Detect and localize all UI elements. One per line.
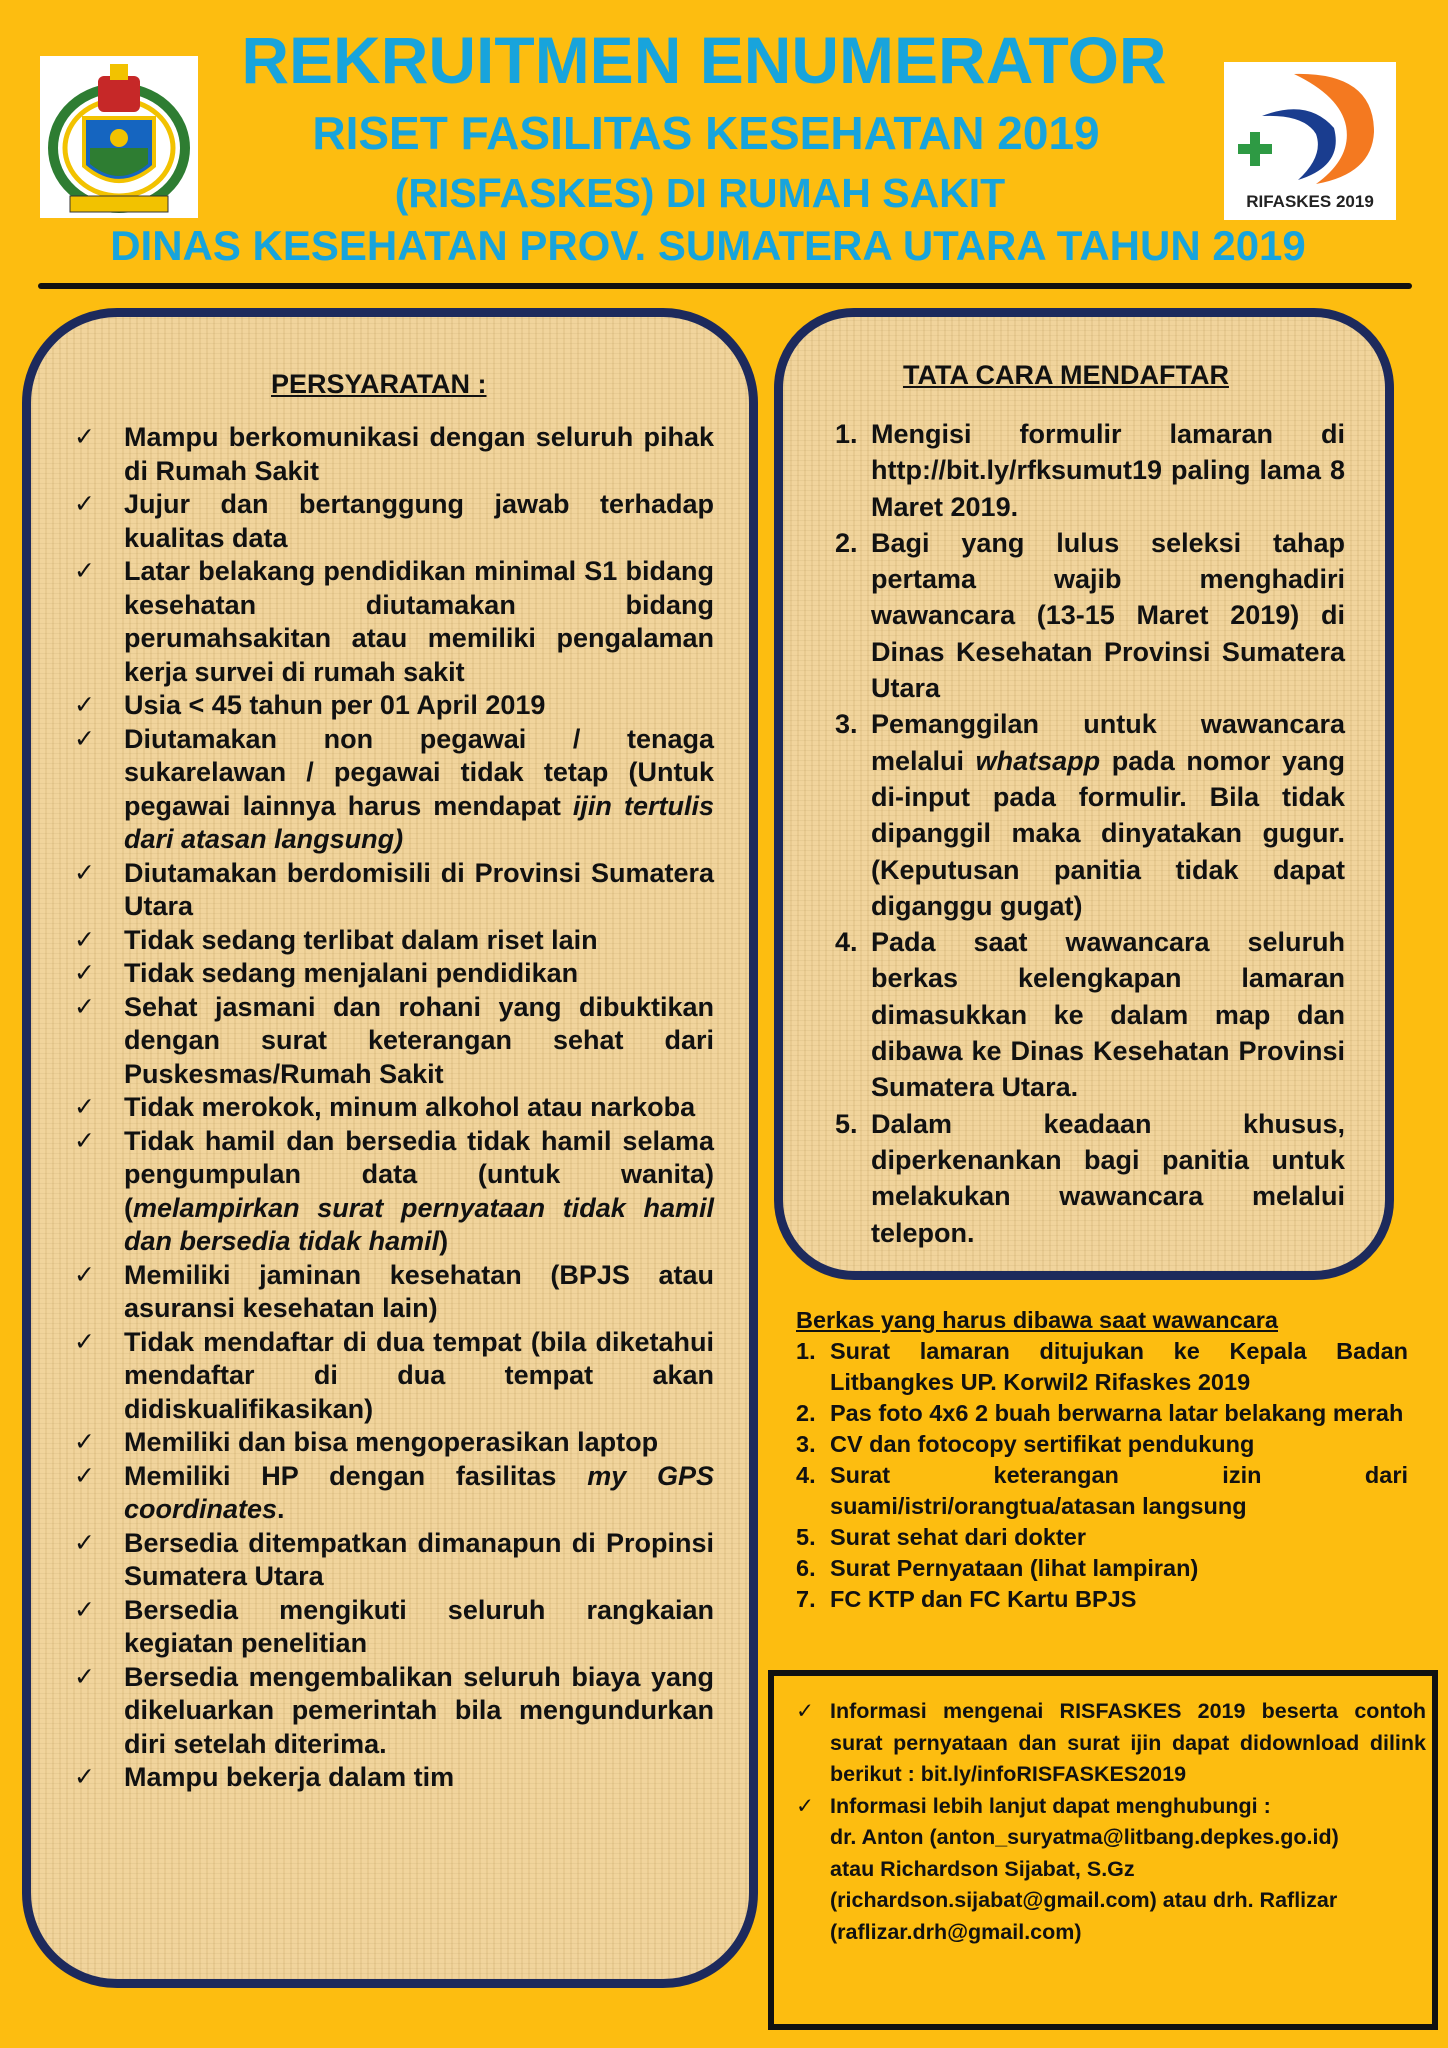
requirement-item [74, 1426, 714, 1460]
step-number: 3. [835, 709, 858, 740]
requirements-title: PERSYARATAN : [271, 369, 487, 399]
step-number: 2. [835, 527, 858, 558]
requirement-item [74, 1460, 714, 1527]
registration-step [835, 706, 1345, 924]
requirement-item [74, 689, 714, 723]
requirement-text: Mampu bekerja dalam tim [124, 1762, 455, 1792]
requirement-text: Memiliki jaminan kesehatan (BPJS atau asuransi kesehatan lain) [124, 1259, 714, 1323]
requirement-text: Usia < 45 tahun per 01 April 2019 [124, 690, 546, 720]
requirement-text: Mampu berkomunikasi dengan seluruh pihak di Rumah Sakit [124, 422, 714, 486]
step-text: Pemanggilan untuk wawancara melalui [871, 709, 1345, 776]
requirement-item [74, 1125, 714, 1259]
document-item [796, 1584, 1408, 1615]
requirement-text: Tidak merokok, minum alkohol atau narkoba [124, 1092, 696, 1122]
info-item-contact [796, 1791, 1426, 1949]
registration-step [835, 924, 1345, 1105]
subtitle-hospital: (RISFASKES) DI RUMAH SAKIT [394, 170, 1006, 216]
requirement-text: Diutamakan non pegawai / tenaga sukarelawan / pegawai tidak tetap (Untuk pegawai lainnya harus mendapat [124, 723, 714, 821]
requirement-item [74, 1091, 714, 1125]
check-icon: ✓ [796, 1699, 815, 1723]
check-icon: ✓ [796, 1793, 815, 1818]
requirement-emphasis: melampirkan surat pernyataan tidak hamil dan bersedia tidak hamil [124, 1192, 714, 1256]
step-text: Pada saat wawancara seluruh berkas kelengkapan lamaran dimasukkan ke dalam map dan dibawa ke Dinas Kesehatan Provinsi Sumatera Utara. [871, 927, 1345, 1103]
document-number: 2. [796, 1400, 816, 1426]
check-icon: ✓ [74, 423, 95, 451]
requirement-emphasis: my GPS coordinates [124, 1460, 714, 1524]
check-icon: ✓ [74, 1528, 95, 1557]
requirement-text: Tidak sedang menjalani pendidikan [124, 958, 579, 988]
document-text: FC KTP dan FC Kartu BPJS [830, 1586, 1137, 1612]
document-text: CV dan fotocopy sertifikat pendukung [830, 1431, 1255, 1457]
requirement-item [74, 1527, 714, 1594]
document-text: Surat Pernyataan (lihat lampiran) [830, 1555, 1199, 1581]
documents-list [796, 1336, 1408, 1615]
document-number: 1. [796, 1338, 816, 1364]
requirement-item [74, 991, 714, 1092]
requirements-panel [22, 308, 758, 1988]
registration-steps [835, 416, 1345, 1251]
requirement-text: Tidak mendaftar di dua tempat (bila diketahui mendaftar di dua tempat akan didiskualifikasikan) [124, 1326, 714, 1424]
documents-section [796, 1305, 1408, 1615]
check-icon: ✓ [74, 1662, 95, 1691]
requirement-item [74, 723, 714, 857]
check-icon: ✓ [74, 858, 95, 887]
document-text: Surat keterangan izin dari suami/istri/orangtua/atasan langsung [830, 1462, 1408, 1519]
requirement-item [74, 488, 714, 555]
check-icon: ✓ [74, 925, 95, 954]
info-item-download [796, 1696, 1426, 1791]
requirement-text: Bersedia ditempatkan dimanapun di Propinsi Sumatera Utara [124, 1527, 714, 1591]
check-icon: ✓ [74, 1260, 95, 1289]
registration-panel [774, 308, 1394, 1280]
document-text: Surat lamaran ditujukan ke Kepala Badan Litbangkes UP. Korwil2 Rifaskes 2019 [830, 1338, 1408, 1395]
contact-line: Informasi lebih lanjut dapat menghubungi : [830, 1793, 1271, 1818]
check-icon: ✓ [74, 1126, 95, 1155]
document-text: Pas foto 4x6 2 buah berwarna latar belakang merah [830, 1400, 1404, 1426]
document-text: Surat sehat dari dokter [830, 1524, 1086, 1550]
document-item [796, 1398, 1408, 1429]
document-number: 4. [796, 1462, 816, 1488]
check-icon: ✓ [74, 1327, 95, 1356]
step-number: 4. [835, 927, 858, 958]
header-divider [38, 283, 1412, 289]
step-text: Bagi yang lulus seleksi tahap pertama wajib menghadiri wawancara (13-15 Maret 2019) di Dinas Kesehatan Provinsi Sumatera Utara [871, 527, 1345, 704]
requirement-text: Tidak sedang terlibat dalam riset lain [124, 924, 598, 955]
requirement-item [74, 924, 714, 958]
registration-title: TATA CARA MENDAFTAR [903, 360, 1229, 390]
step-number: 1. [835, 419, 858, 449]
step-text: Mengisi formulir lamaran di http://bit.ly/rfksumut19 paling lama 8 Maret 2019. [871, 419, 1345, 522]
requirement-text-tail: . [277, 1494, 285, 1524]
registration-step [835, 525, 1345, 706]
document-number: 3. [796, 1431, 816, 1457]
check-icon: ✓ [74, 557, 95, 585]
step-number: 5. [835, 1108, 858, 1139]
document-number: 7. [796, 1586, 816, 1612]
requirement-emphasis: ijin tertulis dari atasan langsung) [124, 790, 714, 854]
info-box [768, 1670, 1438, 2030]
requirement-text: Jujur dan bertanggung jawab terhadap kualitas data [124, 489, 714, 553]
rifaskes-logo-text: RIFASKES 2019 [1246, 192, 1374, 211]
info-item-text: Informasi mengenai RISFASKES 2019 beserta contoh surat pernyataan dan surat ijin dapat didownload dilink berikut : bit.ly/infoRISFASKES2019 [830, 1699, 1426, 1786]
step-text: Dalam keadaan khusus, diperkenankan bagi panitia untuk melakukan wawancara melalui telepon. [871, 1108, 1345, 1248]
check-icon: ✓ [74, 959, 95, 987]
contact-line: dr. Anton (anton_suryatma@litbang.depkes.go.id) [830, 1825, 1339, 1849]
requirement-text: Sehat jasmani dan rohani yang dibuktikan dengan surat keterangan sehat dari Puskesmas/Rumah Sakit [124, 991, 714, 1089]
document-number: 5. [796, 1524, 816, 1550]
document-number: 6. [796, 1555, 816, 1581]
documents-title: Berkas yang harus dibawa saat wawancara [796, 1307, 1278, 1333]
requirement-text: Diutamakan berdomisili di Provinsi Sumatera Utara [124, 857, 714, 921]
requirement-item [74, 421, 714, 488]
main-title: REKRUITMEN ENUMERATOR [241, 23, 1167, 97]
check-icon: ✓ [74, 1093, 95, 1121]
check-icon: ✓ [74, 1595, 95, 1624]
requirement-item [74, 1326, 714, 1427]
requirement-text: Memiliki dan bisa mengoperasikan laptop [124, 1427, 659, 1457]
subtitle-agency: DINAS KESEHATAN PROV. SUMATERA UTARA TAHUN 2019 [110, 222, 1306, 269]
check-icon: ✓ [74, 1428, 95, 1456]
requirement-item [74, 1661, 714, 1762]
requirement-text: Bersedia mengembalikan seluruh biaya yang dikeluarkan pemerintah bila mengundurkan diri setelah diterima. [124, 1661, 714, 1759]
check-icon: ✓ [74, 691, 95, 719]
requirement-item [74, 957, 714, 991]
contact-line: atau Richardson Sijabat, S.Gz [830, 1856, 1135, 1881]
requirement-item [74, 1594, 714, 1661]
check-icon: ✓ [74, 992, 95, 1021]
document-item [796, 1522, 1408, 1553]
requirement-text: Bersedia mengikuti seluruh rangkaian kegiatan penelitian [124, 1594, 714, 1658]
document-item [796, 1429, 1408, 1460]
check-icon: ✓ [74, 1763, 95, 1791]
subtitle-research: RISET FASILITAS KESEHATAN 2019 [312, 107, 1100, 159]
requirement-item [74, 1259, 714, 1326]
step-text-tail: pada nomor yang di-input pada formulir. Bila tidak dipanggil maka dinyatakan gugur. (Keputusan panitia tidak dapat diganggu gugat) [871, 745, 1345, 921]
requirement-text: Memiliki HP dengan fasilitas [124, 1460, 588, 1491]
contact-line: (raflizar.drh@gmail.com) [830, 1919, 1082, 1944]
check-icon: ✓ [74, 1461, 95, 1490]
document-item [796, 1553, 1408, 1584]
document-item [796, 1336, 1408, 1398]
requirement-item [74, 555, 714, 689]
step-emphasis: whatsapp [975, 745, 1101, 776]
requirement-item [74, 1761, 714, 1795]
registration-step [835, 1106, 1345, 1251]
contact-line: (richardson.sijabat@gmail.com) atau drh. Raflizar [830, 1888, 1338, 1912]
requirements-list [74, 421, 714, 1795]
check-icon: ✓ [74, 724, 95, 753]
info-list [796, 1696, 1426, 1948]
requirement-text: Latar belakang pendidikan minimal S1 bidang kesehatan diutamakan bidang perumahsakitan atau memiliki pengalaman kerja survei di rumah sakit [124, 556, 714, 687]
requirement-text: Tidak hamil dan bersedia tidak hamil selama pengumpulan data (untuk wanita) ( [124, 1125, 714, 1223]
check-icon: ✓ [74, 490, 95, 518]
document-item [796, 1460, 1408, 1522]
registration-step [835, 416, 1345, 525]
requirement-text-tail: ) [439, 1226, 449, 1256]
requirement-item [74, 857, 714, 924]
